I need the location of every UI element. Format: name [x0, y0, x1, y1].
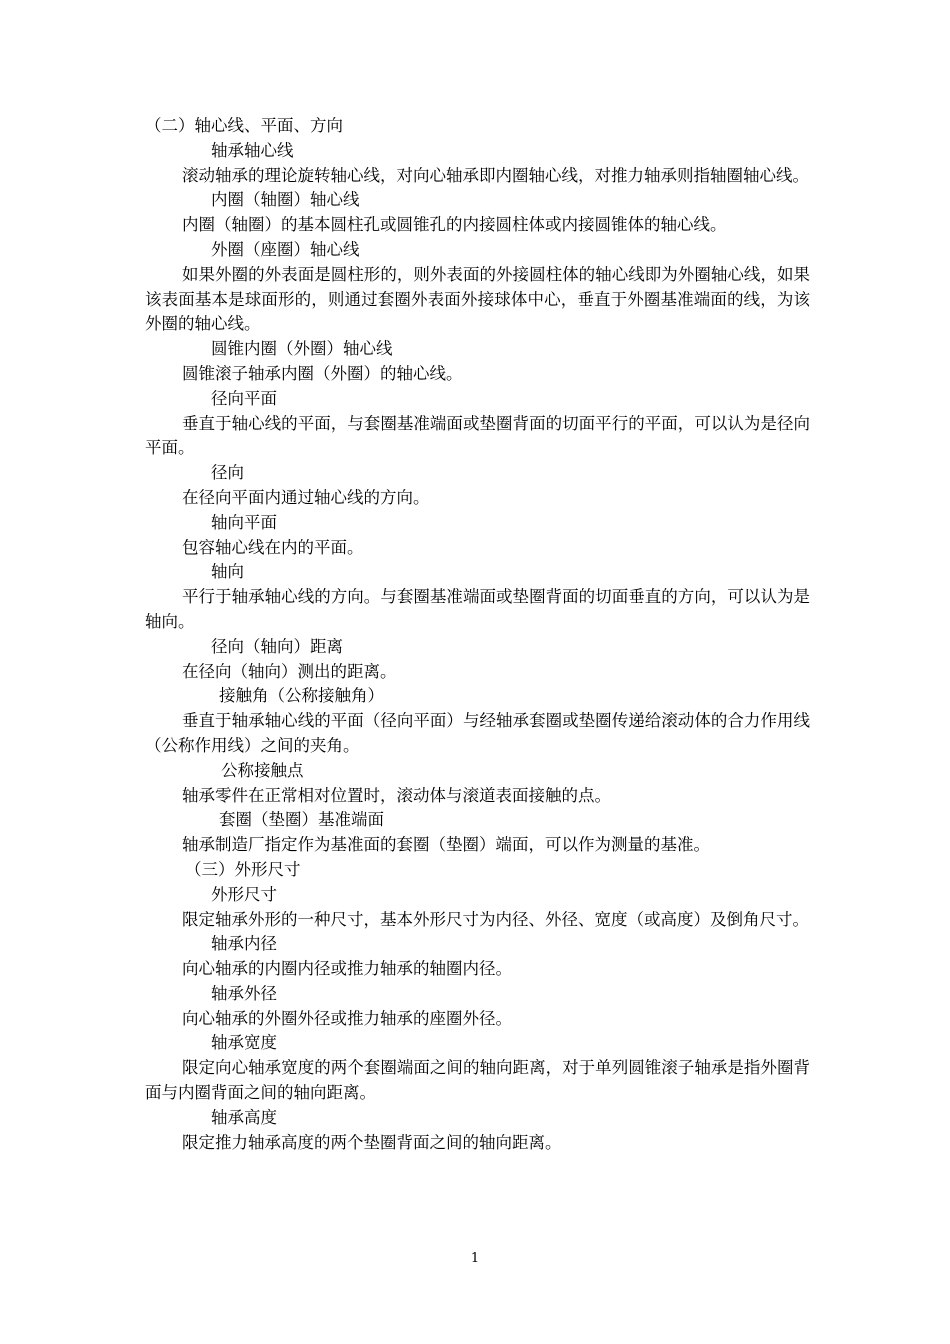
term-bearing-height: 轴承高度	[211, 1107, 277, 1127]
definition-outside-diameter: 向心轴承的外圈外径或推力轴承的座圈外径。	[182, 1008, 512, 1028]
definition-radial-axial-distance: 在径向（轴向）测出的距离。	[182, 661, 397, 681]
definition-axial: 平行于轴承轴心线的方向。与套圈基准端面或垫圈背面的切面垂直的方向，可以认为是轴向。	[145, 587, 810, 631]
definition-reference-face: 轴承制造厂指定作为基准面的套圈（垫圈）端面，可以作为测量的基准。	[182, 835, 710, 855]
section-heading-2: （二）轴心线、平面、方向	[145, 116, 343, 135]
page-number: 1	[470, 1251, 480, 1266]
term-axial-plane: 轴向平面	[211, 512, 277, 532]
term-bore-diameter: 轴承内径	[211, 934, 277, 954]
term-bearing-axis: 轴承轴心线	[211, 140, 294, 160]
definition-inner-ring-axis: 内圈（轴圈）的基本圆柱孔或圆锥孔的内接圆柱体或内接圆锥体的轴心线。	[182, 215, 727, 235]
definition-radial-plane: 垂直于轴心线的平面，与套圈基准端面或垫圈背面的切面平行的平面，可以认为是径向平面。	[145, 413, 810, 458]
definition-radial: 在径向平面内通过轴心线的方向。	[182, 487, 430, 507]
term-contact-point: 公称接触点	[221, 760, 304, 780]
definition-outer-ring-axis: 如果外圈的外表面是圆柱形的，则外表面的外接圆柱体的轴心线即为外圈轴心线，如果该表面基本是球面形的，则通过套圈外表面外接球体中心，垂直于外圈基准端面的线，为该外圈的轴心线。	[145, 264, 810, 334]
definition-tapered-ring-axis: 圆锥滚子轴承内圈（外圈）的轴心线。	[182, 363, 463, 383]
section-heading-3: （三）外形尺寸	[185, 859, 301, 879]
document-body	[145, 114, 810, 1155]
definition-bearing-width: 限定向心轴承宽度的两个套圈端面之间的轴向距离，对于单列圆锥滚子轴承是指外圈背面与内圈背面之间的轴向距离。	[145, 1058, 810, 1103]
term-axial: 轴向	[211, 562, 244, 582]
term-outer-ring-axis: 外圈（座圈）轴心线	[211, 239, 360, 259]
term-bearing-width: 轴承宽度	[211, 1033, 277, 1053]
definition-bearing-height: 限定推力轴承高度的两个垫圈背面之间的轴向距离。	[182, 1132, 562, 1152]
term-boundary-dimension: 外形尺寸	[211, 884, 277, 904]
definition-bearing-axis: 滚动轴承的理论旋转轴心线，对向心轴承即内圈轴心线，对推力轴承则指轴圈轴心线。	[182, 165, 809, 185]
term-contact-angle: 接触角（公称接触角）	[219, 686, 384, 706]
definition-axial-plane: 包容轴心线在内的平面。	[182, 537, 364, 557]
definition-bore-diameter: 向心轴承的内圈内径或推力轴承的轴圈内径。	[182, 959, 512, 979]
term-radial-plane: 径向平面	[211, 388, 277, 408]
definition-boundary-dimension: 限定轴承外形的一种尺寸，基本外形尺寸为内径、外径、宽度（或高度）及倒角尺寸。	[182, 909, 809, 929]
term-radial-axial-distance: 径向（轴向）距离	[211, 636, 343, 656]
term-tapered-ring-axis: 圆锥内圈（外圈）轴心线	[211, 339, 393, 359]
term-outside-diameter: 轴承外径	[211, 983, 277, 1003]
term-reference-face: 套圈（垫圈）基准端面	[219, 810, 384, 830]
definition-contact-angle: 垂直于轴承轴心线的平面（径向平面）与经轴承套圈或垫圈传递给滚动体的合力作用线（公称作用线）之间的夹角。	[145, 711, 810, 755]
term-inner-ring-axis: 内圈（轴圈）轴心线	[211, 190, 360, 210]
definition-contact-point: 轴承零件在正常相对位置时，滚动体与滚道表面接触的点。	[182, 785, 611, 805]
term-radial: 径向	[211, 463, 244, 483]
